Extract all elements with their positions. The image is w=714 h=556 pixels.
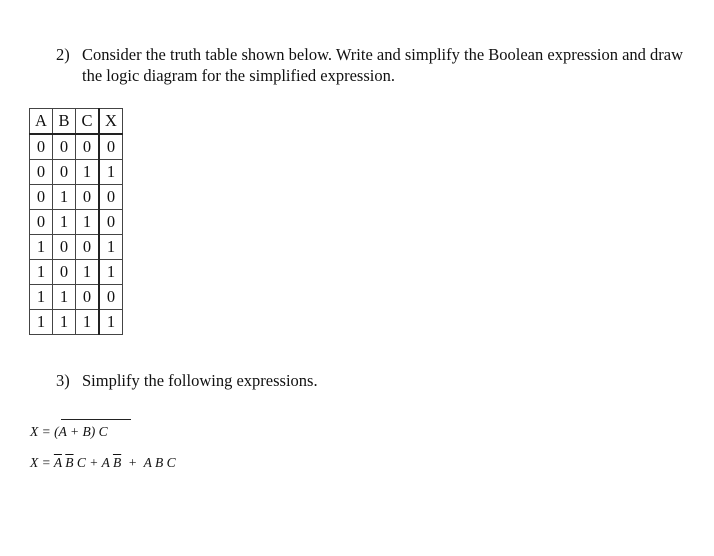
- cell-x: 0: [99, 185, 123, 210]
- cell-a: 0: [30, 185, 53, 210]
- term1-c: C: [76, 455, 86, 470]
- cell-c: 0: [76, 134, 100, 160]
- question-2-text: Consider the truth table shown below. Write and simplify the Boolean expression and draw the logic diagram for the simplified expression.: [82, 45, 684, 85]
- cell-c: 0: [76, 235, 100, 260]
- cell-x: 1: [99, 160, 123, 185]
- question-3: [56, 371, 318, 391]
- cell-x: 0: [99, 285, 123, 310]
- table-row: [30, 285, 123, 310]
- table-row: [30, 160, 123, 185]
- header-b: B: [53, 109, 76, 135]
- cell-x: 0: [99, 134, 123, 160]
- cell-a: 0: [30, 134, 53, 160]
- expression-1-lhs: X: [30, 424, 39, 439]
- question-3-number: 3): [56, 371, 70, 390]
- cell-x: 1: [99, 260, 123, 285]
- cell-b: 0: [53, 160, 76, 185]
- cell-x: 0: [99, 210, 123, 235]
- question-2-number: 2): [56, 45, 70, 64]
- cell-a: 1: [30, 310, 53, 335]
- term2-a: A: [101, 455, 110, 470]
- expression-1-rhs: (A + B) C: [54, 424, 108, 439]
- cell-b: 1: [53, 285, 76, 310]
- cell-x: 1: [99, 235, 123, 260]
- expression-2-lhs: X: [30, 455, 39, 470]
- header-a: A: [30, 109, 53, 135]
- cell-a: 1: [30, 235, 53, 260]
- table-row: [30, 310, 123, 335]
- expression-2: [30, 455, 176, 471]
- cell-c: 1: [76, 260, 100, 285]
- cell-c: 0: [76, 285, 100, 310]
- cell-b: 1: [53, 310, 76, 335]
- term2-b-bar: $\overline{B}$: [112, 455, 122, 470]
- cell-b: 1: [53, 210, 76, 235]
- term1-a-bar: $\overline{A}$: [53, 455, 62, 470]
- cell-b: 0: [53, 134, 76, 160]
- header-x: X: [99, 109, 123, 135]
- plus-2: +: [127, 455, 138, 470]
- cell-x: 1: [99, 310, 123, 335]
- table-row: [30, 185, 123, 210]
- cell-c: 1: [76, 160, 100, 185]
- table-row: [30, 134, 123, 160]
- term1-b-bar: $\overline{B}$: [65, 455, 74, 470]
- cell-c: 1: [76, 210, 100, 235]
- cell-a: 1: [30, 285, 53, 310]
- expression-1: [30, 424, 108, 440]
- table-row: [30, 210, 123, 235]
- expression-1-overbar: [61, 419, 131, 420]
- truth-table-header: [30, 109, 123, 135]
- cell-b: 1: [53, 185, 76, 210]
- cell-a: 0: [30, 160, 53, 185]
- cell-c: 0: [76, 185, 100, 210]
- plus-1: +: [89, 455, 99, 470]
- cell-b: 0: [53, 260, 76, 285]
- header-c: C: [76, 109, 100, 135]
- term3-abc: A B C: [143, 455, 176, 470]
- cell-b: 0: [53, 235, 76, 260]
- cell-c: 1: [76, 310, 100, 335]
- table-row: [30, 260, 123, 285]
- truth-table: [29, 108, 123, 335]
- cell-a: 0: [30, 210, 53, 235]
- cell-a: 1: [30, 260, 53, 285]
- expression-2-equals: =: [41, 455, 51, 470]
- expression-1-equals: =: [41, 424, 51, 439]
- table-row: [30, 235, 123, 260]
- question-3-text: Simplify the following expressions.: [82, 371, 318, 390]
